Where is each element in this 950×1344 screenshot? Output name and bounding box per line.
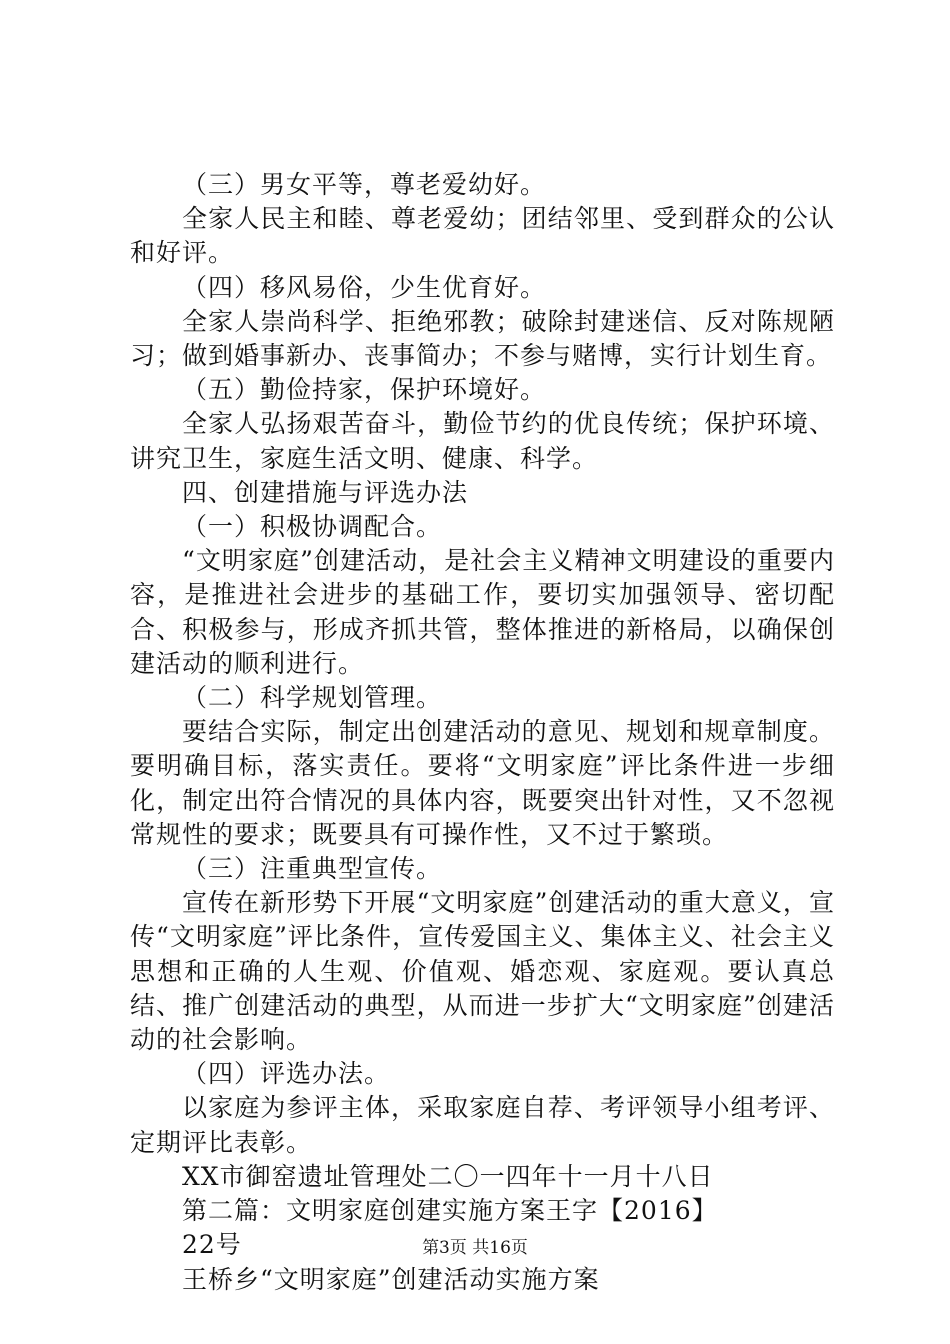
- paragraph: 宣传在新形势下开展“文明家庭”创建活动的重大意义，宣传“文明家庭”评比条件，宣传爱国主义、集体主义、社会主义思想和正确的人生观、价值观、婚恋观、家庭观。要认真总结、推广创建活动的典型，从而进一步扩大“文明家庭”创建活动的社会影响。: [130, 888, 835, 1055]
- paragraph: “文明家庭”创建活动，是社会主义精神文明建设的重要内容，是推进社会进步的基础工作，要切实加强领导、密切配合、积极参与，形成齐抓共管，整体推进的新格局，以确保创建活动的顺利进行。: [130, 546, 835, 678]
- paragraph: 全家人弘扬艰苦奋斗，勤俭节约的优良传统；保护环境、讲究卫生，家庭生活文明、健康、科学。: [130, 409, 835, 473]
- paragraph: （三）男女平等，尊老爱幼好。: [182, 170, 547, 199]
- document-body: [130, 168, 835, 1297]
- paragraph: （二）科学规划管理。: [182, 683, 443, 713]
- paragraph: 要结合实际，制定出创建活动的意见、规划和规章制度。要明确目标，落实责任。要将“文明家庭”评比条件进一步细化，制定出符合情况的具体内容，既要突出针对性，又不忽视常规性的要求；既要具有可操作性，又不过于繁琐。: [130, 717, 835, 849]
- chapter-heading: 第二篇：文明家庭创建实施方案王字【2016】: [182, 1196, 718, 1226]
- paragraph: （四）评选办法。: [182, 1059, 391, 1089]
- paragraph: 全家人民主和睦、尊老爱幼；团结邻里、受到群众的公认和好评。: [130, 204, 835, 268]
- section-heading: 四、创建措施与评选办法: [182, 477, 469, 507]
- signature-line: XX市御窑遗址管理处二〇一四年十一月十八日: [182, 1161, 714, 1191]
- paragraph: 以家庭为参评主体，采取家庭自荐、考评领导小组考评、定期评比表彰。: [130, 1093, 835, 1157]
- paragraph: 全家人崇尚科学、拒绝邪教；破除封建迷信、反对陈规陋习；做到婚事新办、丧事简办；不参与赌博，实行计划生育。: [130, 306, 835, 371]
- document-number: 22号: [182, 1230, 242, 1260]
- document-title: 王桥乡“文明家庭”创建活动实施方案: [182, 1264, 600, 1294]
- paragraph: （三）注重典型宣传。: [182, 854, 443, 884]
- page-number-footer: 第3页 共16页: [422, 1238, 528, 1258]
- paragraph: （五）勤俭持家，保护环境好。: [182, 375, 547, 405]
- paragraph: （四）移风易俗，少生优育好。: [182, 272, 547, 302]
- paragraph: （一）积极协调配合。: [182, 512, 443, 542]
